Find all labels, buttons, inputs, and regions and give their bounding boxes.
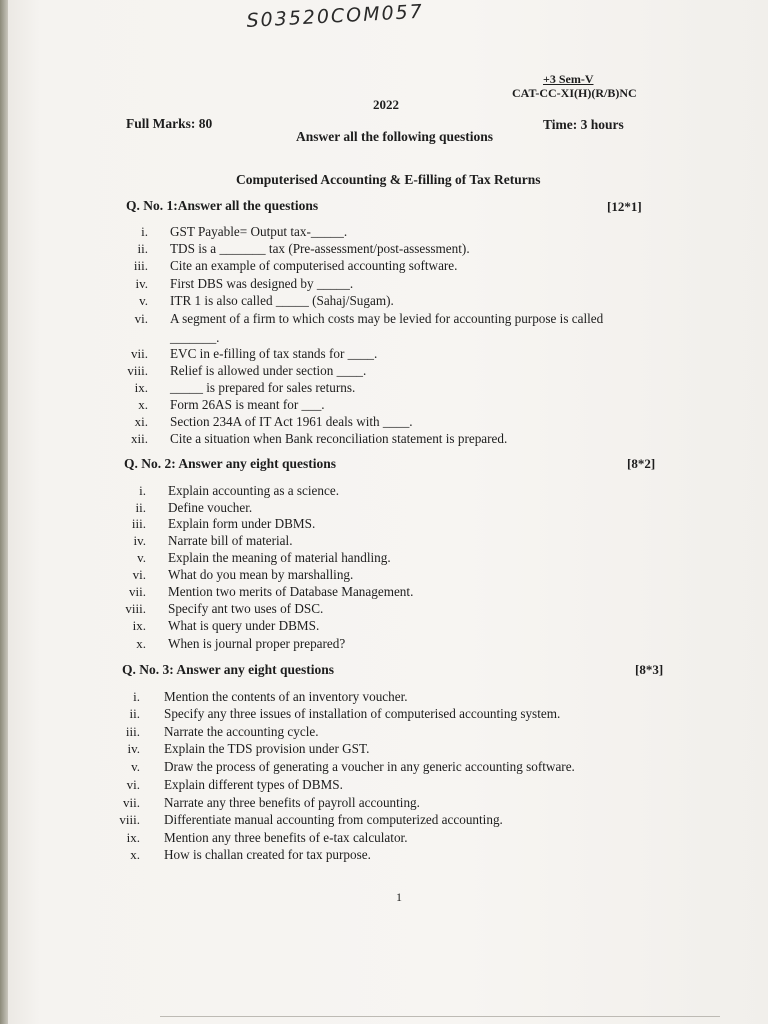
q1-item-text: _____ is prepared for sales returns. [170, 380, 356, 395]
q3-item-number: ii. [129, 706, 140, 721]
q1-item-number: xii. [131, 431, 148, 446]
q1-item-text: First DBS was designed by _____. [170, 276, 354, 291]
q2-item-text: Explain the meaning of material handling. [168, 550, 391, 565]
q3-item-text: How is challan created for tax purpose. [164, 847, 371, 862]
q1-item-number: xi. [134, 414, 148, 429]
full-marks: Full Marks: 80 [126, 116, 213, 131]
q1-item-text: Form 26AS is meant for ___. [170, 397, 325, 412]
exam-time: Time: 3 hours [543, 117, 624, 132]
q3-item-text: Mention any three benefits of e-tax calculator. [164, 830, 408, 845]
q3-item-number: v. [131, 759, 140, 774]
q2-item-text: What do you mean by marshalling. [168, 567, 354, 582]
q2-item-number: vi. [132, 567, 146, 582]
q2-marks: [8*2] [627, 456, 656, 471]
q1-item-text: ITR 1 is also called _____ (Sahaj/Sugam). [170, 293, 394, 308]
q2-item-text: Narrate bill of material. [168, 533, 293, 548]
q1-item-number: viii. [127, 363, 148, 378]
q2-item-number: i. [139, 483, 146, 498]
q3-item-number: x. [130, 847, 140, 862]
q2-item-text: Mention two merits of Database Management. [168, 584, 414, 599]
q2-item-number: iv. [133, 533, 146, 548]
q3-item-number: vi. [126, 777, 140, 792]
q1-item-number: x. [138, 397, 148, 412]
q1-item-text: Section 234A of IT Act 1961 deals with ____. [170, 414, 413, 429]
q2-item-text: Specify ant two uses of DSC. [168, 601, 324, 616]
q3-item-text: Draw the process of generating a voucher in any generic accounting software. [164, 759, 575, 774]
q1-item-number: vi. [134, 311, 148, 326]
q3-item-text: Differentiate manual accounting from computerized accounting. [164, 812, 503, 827]
q2-item-text: Define voucher. [168, 500, 253, 515]
q2-item-number: v. [137, 550, 146, 565]
q3-heading: Q. No. 3: Answer any eight questions [122, 662, 335, 677]
q1-item-number: v. [139, 293, 148, 308]
q3-item-number: ix. [126, 830, 140, 845]
q1-item-number: iv. [135, 276, 148, 291]
general-instruction: Answer all the following questions [296, 129, 494, 144]
q1-item-number: i. [141, 224, 148, 239]
q2-item-number: iii. [131, 516, 146, 531]
q1-item-text: Cite a situation when Bank reconciliation statement is prepared. [170, 431, 508, 446]
q3-item-text: Specify any three issues of installation of computerised accounting system. [164, 706, 561, 721]
q3-item-text: Explain different types of DBMS. [164, 777, 343, 792]
q2-item-text: What is query under DBMS. [168, 618, 320, 633]
q3-item-number: vii. [123, 795, 140, 810]
q1-item-number: ix. [134, 380, 148, 395]
q3-item-text: Narrate any three benefits of payroll accounting. [164, 795, 420, 810]
q3-item-number: viii. [119, 812, 140, 827]
q1-heading: Q. No. 1:Answer all the questions [126, 198, 319, 213]
subject-title: Computerised Accounting & E-filling of Tax Returns [236, 172, 541, 187]
q1-item-text: Cite an example of computerised accounting software. [170, 258, 458, 273]
q3-item-number: i. [133, 689, 140, 704]
handwritten-roll-number: S03520COM057 [246, 0, 425, 32]
q3-marks: [8*3] [635, 662, 664, 677]
page-edge [0, 0, 8, 1024]
q3-item-text: Narrate the accounting cycle. [164, 724, 319, 739]
q3-item-number: iv. [127, 741, 140, 756]
q1-item-number: ii. [137, 241, 148, 256]
q1-item-text: GST Payable= Output tax-_____. [170, 224, 348, 239]
q1-item-number: iii. [133, 258, 148, 273]
q1-item-text: TDS is a _______ tax (Pre-assessment/post-assessment). [170, 241, 470, 256]
q2-heading: Q. No. 2: Answer any eight questions [124, 456, 337, 471]
q2-item-number: ix. [132, 618, 146, 633]
q1-marks: [12*1] [607, 199, 642, 214]
exam-year: 2022 [373, 97, 399, 112]
q2-item-number: vii. [129, 584, 146, 599]
q1-item-text: _______. [170, 330, 220, 345]
q1-item-text: A segment of a firm to which costs may be levied for accounting purpose is called [170, 311, 604, 326]
q3-item-text: Mention the contents of an inventory voucher. [164, 689, 408, 704]
q1-item-text: EVC in e-filling of tax stands for ____. [170, 346, 378, 361]
q2-item-number: x. [136, 636, 146, 651]
bottom-divider [160, 1016, 720, 1017]
q2-item-text: When is journal proper prepared? [168, 636, 346, 651]
page-number: 1 [396, 890, 402, 904]
course-code: CAT-CC-XI(H)(R/B)NC [512, 86, 637, 100]
q2-item-text: Explain form under DBMS. [168, 516, 316, 531]
semester-label: +3 Sem-V [543, 72, 594, 86]
q3-item-text: Explain the TDS provision under GST. [164, 741, 370, 756]
q2-item-number: viii. [125, 601, 146, 616]
q1-item-text: Relief is allowed under section ____. [170, 363, 367, 378]
q1-item-number: vii. [131, 346, 148, 361]
q2-item-number: ii. [135, 500, 146, 515]
q2-item-text: Explain accounting as a science. [168, 483, 339, 498]
q3-item-number: iii. [125, 724, 140, 739]
